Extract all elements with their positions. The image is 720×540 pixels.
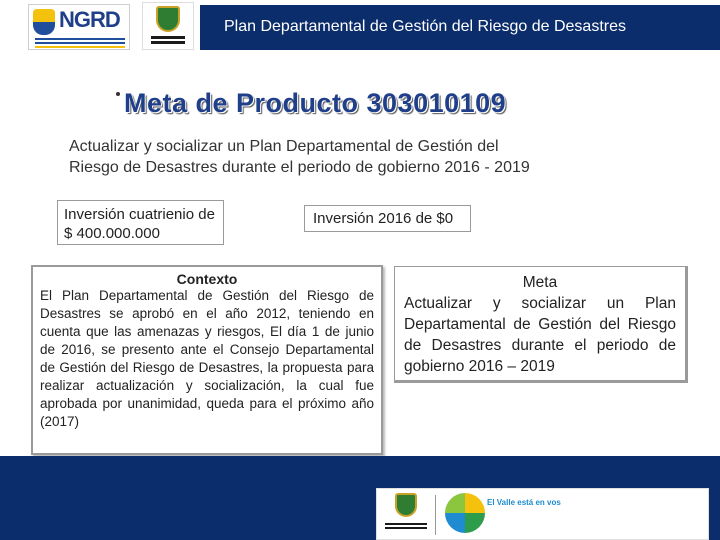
footer-gobernacion-lines: [385, 523, 427, 525]
ngrd-logo: [28, 4, 130, 50]
ngrd-logo-lines: [35, 38, 125, 40]
ngrd-logo-text: NGRD: [59, 7, 120, 32]
investment-2016-box: Inversión 2016 de $0: [304, 205, 471, 232]
bullet-icon: [116, 92, 120, 96]
footer-divider: [435, 495, 436, 535]
context-body: El Plan Departamental de Gestión del Riesgo de Desastres se aprobó en el año 2012, teniendo en cuenta que las amenazas y riesgos, El día 1 de junio de 2016, se presento ante el Consejo Departamental de Gestión del Riesgo de Desastres, la propuesta para realizar actualización y socialización, la cual fue aprobada por unanimidad, queda para el próximo año (2017): [40, 288, 374, 429]
el-valle-logo-text: El Valle está en vos: [487, 498, 561, 507]
meta-body: Actualizar y socializar un Plan Departamental de Gestión del Riesgo de Desastres durante el periodo de gobierno 2016 – 2019: [404, 295, 676, 375]
el-valle-logo-icon: [445, 493, 485, 533]
meta-box: [394, 266, 688, 383]
meta-title: Meta: [522, 274, 558, 291]
header: [0, 0, 720, 56]
footer-logos: [376, 488, 709, 540]
ngrd-mark-icon: [33, 9, 55, 35]
gobernacion-logo: [142, 2, 194, 50]
page-header-title: Plan Departamental de Gestión del Riesgo de Desastres: [224, 18, 626, 35]
context-box: [31, 265, 383, 455]
valle-shield-icon: [156, 6, 180, 32]
product-description: Actualizar y socializar un Plan Departamental de Gestión del Riesgo de Desastres durante el periodo de gobierno 2016 - 2019: [69, 138, 530, 176]
context-title: Contexto: [176, 271, 238, 287]
investment-cuatrienio-box: Inversión cuatrienio de $ 400.000.000: [57, 200, 224, 245]
footer-shield-icon: [395, 493, 417, 517]
gobernacion-logo-lines: [151, 36, 185, 39]
page-title: Meta de Producto 303010109: [124, 88, 507, 118]
